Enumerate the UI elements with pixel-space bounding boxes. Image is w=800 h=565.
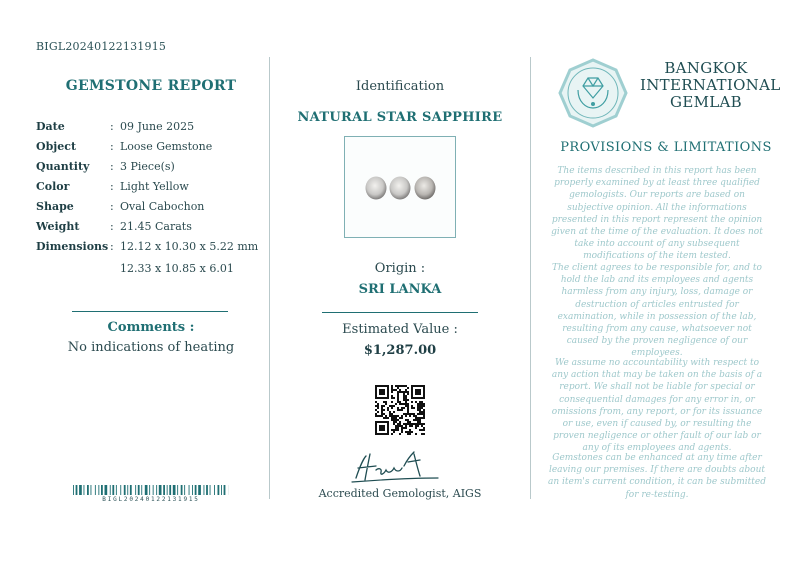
estimated-value-label: Estimated Value : [342,322,458,337]
field-label: Weight [36,220,80,233]
stone-1 [366,177,387,200]
field-separator: : [110,180,114,193]
stone-3 [415,177,436,200]
identification-value: NATURAL STAR SAPPHIRE [297,110,503,125]
field-label: Shape [36,200,74,213]
accreditation: Accredited Gemologist, AIGS [318,487,482,500]
provisions-paragraph: The items described in this report has been properly examined by at least three qualified gemologists. Our reports are based on subjective opinion. All the informations presented in this report represent the opinion given at the time of the evaluation. It does not take into account of any subsequent modifications of the item tested. [551,166,763,262]
field-separator: : [110,220,114,233]
field-label: Quantity [36,160,90,173]
estimated-value: $1,287.00 [363,343,437,358]
comments-value: No indications of heating [67,340,235,355]
signature [348,448,440,488]
gemstone-image [345,137,455,237]
provisions-paragraph: We assume no accountability with respect to any action that may be taken on the basis of a report. We shall not be liable for special or consequential damages for any error in, or omissions from, any report, or for its issuance or use, even if caused by, or resulting the proven negligence or other fault of our lab or any of its employees and agents. [551,358,763,454]
qr-code[interactable] [375,385,425,435]
field-label: Color [36,180,70,193]
field-value: 12.12 x 10.30 x 5.22 mm [120,240,259,253]
divider-line [322,312,478,313]
field-value: Oval Cabochon [120,200,205,213]
field-label: Date [36,120,65,133]
origin-value: SRI LANKA [358,282,442,297]
lab-name [640,59,781,111]
provisions-paragraph: Gemstones can be enhanced at any time after leaving our premises. If there are doubts about an item's current condition, it can be submitted for re-testing. [548,453,766,500]
lab-name-line: GEMLAB [670,93,742,111]
field-separator: : [110,240,114,253]
field-value: 21.45 Carats [120,220,192,233]
gemstone-photo [344,136,456,238]
barcode-text: BIGL20240122131915 [102,496,200,503]
field-value: 3 Piece(s) [120,160,175,173]
lab-name-line: INTERNATIONAL [640,76,781,94]
field-separator: : [110,160,114,173]
field-separator: : [110,200,114,213]
comments-label: Comments : [107,320,195,335]
field-separator: : [110,140,114,153]
stone-2 [390,177,411,200]
gemlab-logo [558,58,628,128]
report-title: GEMSTONE REPORT [65,78,237,94]
field-value: 12.33 x 10.85 x 6.01 [120,262,234,275]
provisions-title: PROVISIONS & LIMITATIONS [560,140,772,155]
field-value: 09 June 2025 [120,120,195,133]
field-label: Dimensions [36,240,109,253]
lab-name-line: BANGKOK [664,59,748,77]
field-value: Loose Gemstone [120,140,213,153]
divider-line [72,311,228,312]
report-id: BIGL20240122131915 [36,40,167,53]
field-label: Object [36,140,77,153]
barcode [73,485,229,495]
provisions-paragraph: The client agrees to be responsible for, and to hold the lab and its employees and agents harmless from any injury, loss, damage or destruction of articles entrusted for examination, while in possession of the lab, resulting from any cause, whatsoever not caused by the proven negligence of our employees. [552,263,762,359]
field-separator: : [110,120,114,133]
identification-label: Identification [355,79,445,94]
field-value: Light Yellow [120,180,189,193]
origin-label: Origin : [374,261,426,276]
column-divider [530,57,531,499]
